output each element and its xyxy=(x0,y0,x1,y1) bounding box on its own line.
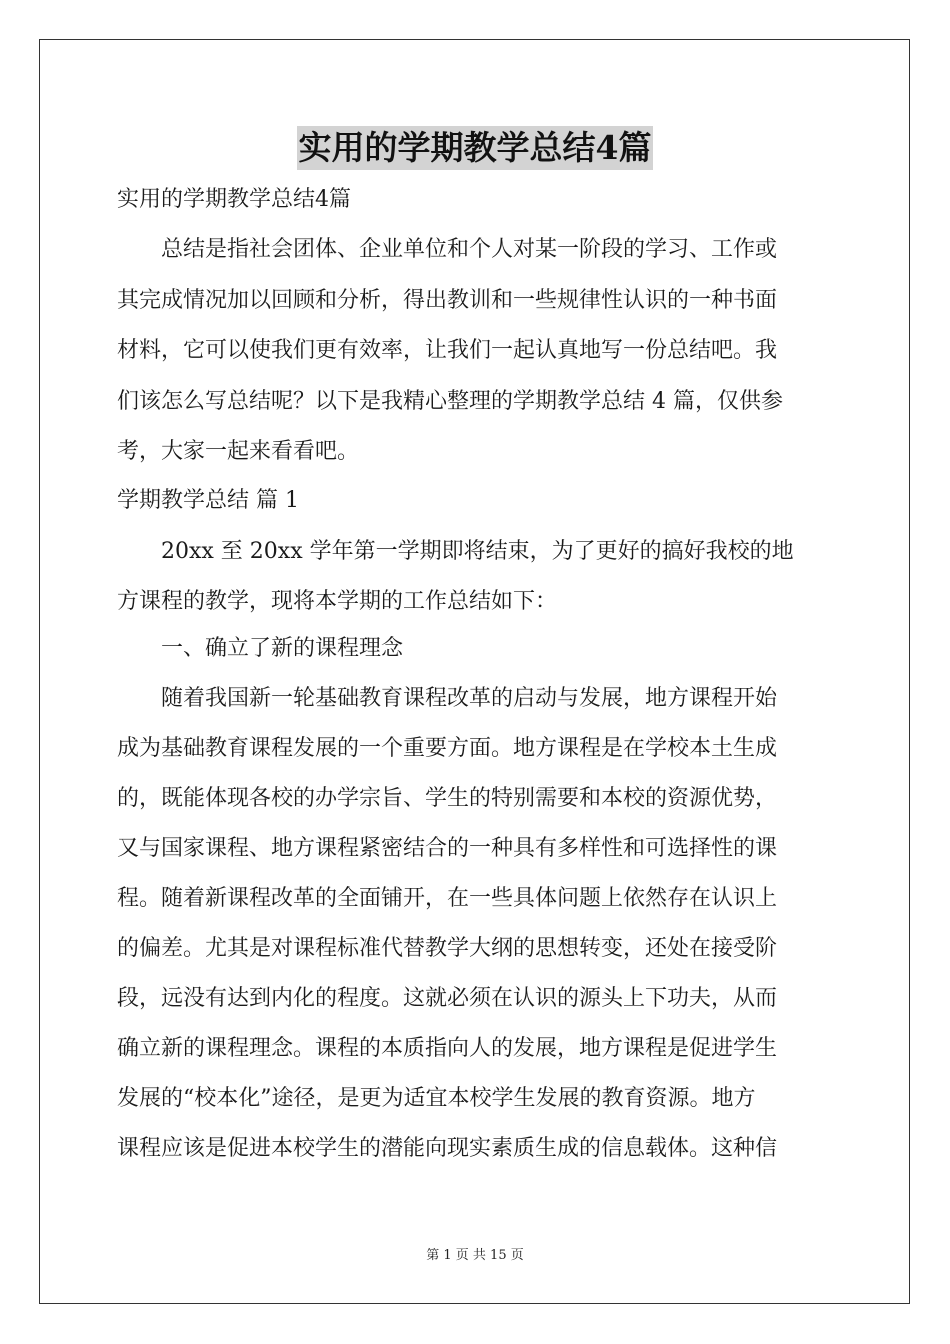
paragraph-line: 课程应该是促进本校学生的潜能向现实素质生成的信息载体。这种信 xyxy=(117,1136,778,1161)
paragraph-line: 考，大家一起来看看吧。 xyxy=(117,439,360,464)
document-title: 实用的学期教学总结4篇 xyxy=(297,126,654,170)
section-heading: 学期教学总结 篇 1 xyxy=(117,488,299,513)
paragraph-line: 总结是指社会团体、企业单位和个人对某一阶段的学习、工作或 xyxy=(161,237,778,262)
paragraph-line: 确立新的课程理念。课程的本质指向人的发展，地方课程是促进学生 xyxy=(117,1036,778,1061)
title-wrap xyxy=(0,126,950,170)
subsection-heading: 一、确立了新的课程理念 xyxy=(161,636,404,661)
paragraph-line: 材料，它可以使我们更有效率，让我们一起认真地写一份总结吧。我 xyxy=(117,338,778,363)
paragraph-line: 随着我国新一轮基础教育课程改革的启动与发展，地方课程开始 xyxy=(161,686,778,711)
paragraph-line: 方课程的教学，现将本学期的工作总结如下： xyxy=(117,589,558,614)
paragraph-line: 又与国家课程、地方课程紧密结合的一种具有多样性和可选择性的课 xyxy=(117,836,778,861)
paragraph-line: 的偏差。尤其是对课程标准代替教学大纲的思想转变，还处在接受阶 xyxy=(117,936,778,961)
paragraph-line: 其完成情况加以回顾和分析，得出教训和一些规律性认识的一种书面 xyxy=(117,288,778,313)
paragraph-line: 程。随着新课程改革的全面铺开，在一些具体问题上依然存在认识上 xyxy=(117,886,778,911)
subtitle-line: 实用的学期教学总结4篇 xyxy=(117,187,351,212)
paragraph-line: 的，既能体现各校的办学宗旨、学生的特别需要和本校的资源优势， xyxy=(117,786,778,811)
paragraph-line: 发展的“校本化”途径，是更为适宜本校学生发展的教育资源。地方 xyxy=(117,1086,756,1111)
paragraph-line: 们该怎么写总结呢？以下是我精心整理的学期教学总结 4 篇，仅供参 xyxy=(117,389,783,414)
paragraph-line: 段，远没有达到内化的程度。这就必须在认识的源头上下功夫，从而 xyxy=(117,986,778,1011)
page-border xyxy=(39,39,910,1304)
paragraph-line: 成为基础教育课程发展的一个重要方面。地方课程是在学校本土生成 xyxy=(117,736,778,761)
page-number-footer: 第 1 页 共 15 页 xyxy=(426,1248,524,1263)
paragraph-line: 20xx 至 20xx 学年第一学期即将结束，为了更好的搞好我校的地 xyxy=(161,539,794,564)
